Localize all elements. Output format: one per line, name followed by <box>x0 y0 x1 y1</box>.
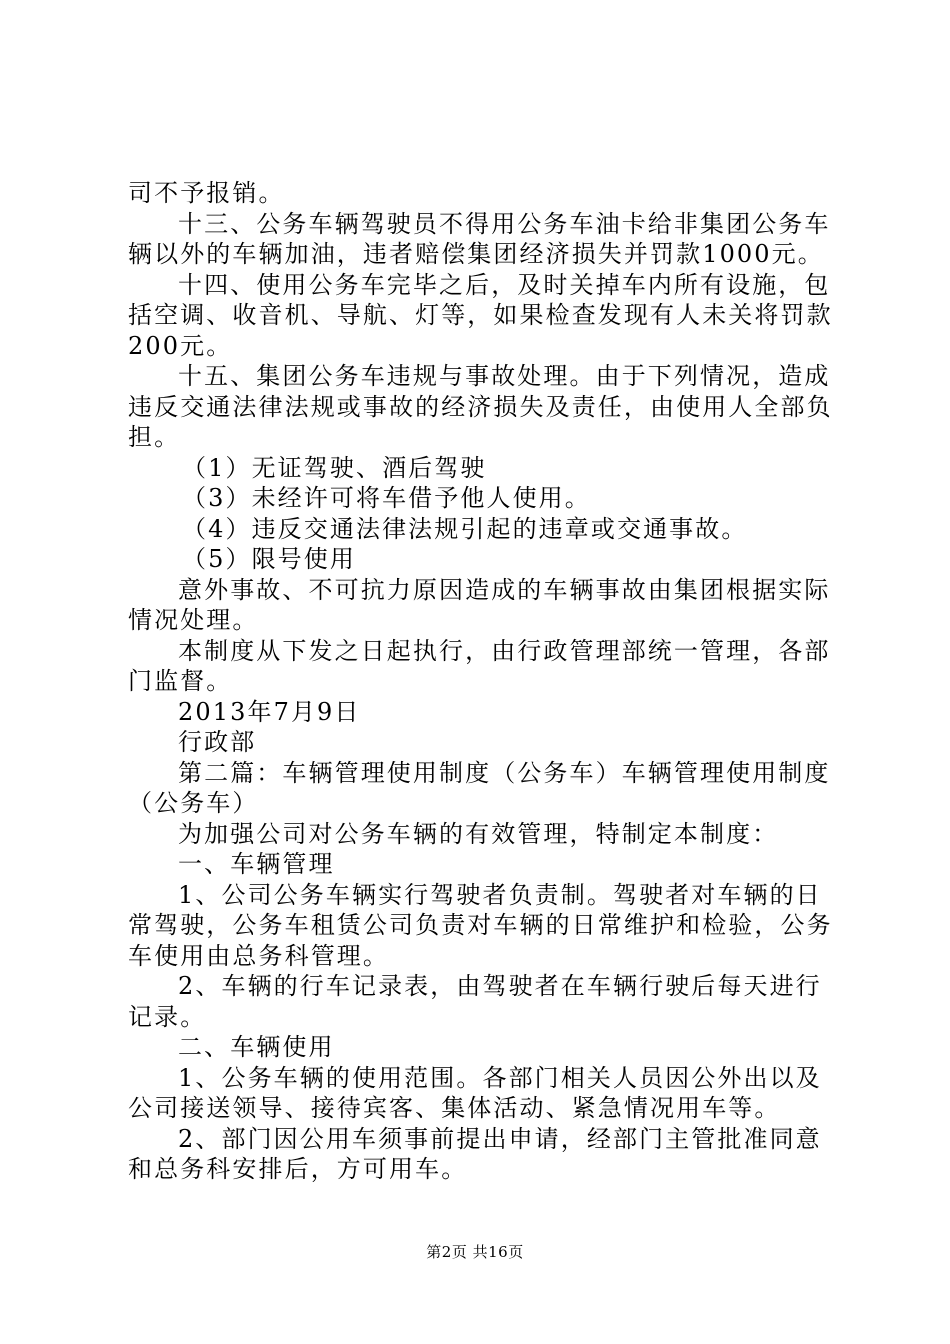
heading-vehicle-management: 一、车辆管理 <box>178 850 335 878</box>
list-item-3: （3）未经许可将车借予他人使用。 <box>182 484 591 512</box>
list-item-5: （5）限号使用 <box>182 545 356 573</box>
section-title-part-two: 第二篇：车辆管理使用制度（公务车）车辆管理使用制度（公务车） <box>128 758 831 817</box>
heading-vehicle-usage: 二、车辆使用 <box>178 1033 335 1061</box>
paragraph-management-1: 1、公司公务车辆实行驾驶者负责制。驾驶者对车辆的日常驾驶，公务车租赁公司负责对车辆的日常维护和检验，公务车使用由总务科管理。 <box>128 880 833 970</box>
paragraph-continuation: 司不予报销。 <box>128 179 285 207</box>
paragraph-item-13: 十三、公务车辆驾驶员不得用公务车油卡给非集团公务车辆以外的车辆加油，违者赔偿集团经济损失并罚款1000元。 <box>128 209 831 268</box>
paragraph-usage-2: 2、部门因公用车须事前提出申请，经部门主管批准同意和总务科安排后，方可用车。 <box>128 1124 822 1183</box>
paragraph-usage-1: 1、公务车辆的使用范围。各部门相关人员因公外出以及公司接送领导、接待宾客、集体活动、紧急情况用车等。 <box>128 1063 822 1122</box>
document-date: 2013年7月9日 <box>178 697 361 726</box>
paragraph-accident: 意外事故、不可抗力原因造成的车辆事故由集团根据实际情况处理。 <box>128 575 831 634</box>
paragraph-item-15: 十五、集团公务车违规与事故处理。由于下列情况，造成违反交通法律法规或事故的经济损失及责任，由使用人全部负担。 <box>128 362 833 451</box>
paragraph-effective: 本制度从下发之日起执行，由行政管理部统一管理，各部门监督。 <box>128 636 831 695</box>
paragraph-item-14: 十四、使用公务车完毕之后，及时关掉车内所有设施，包括空调、收音机、导航、灯等，如果检查发现有人未关将罚款200元。 <box>128 270 833 360</box>
paragraph-management-2: 2、车辆的行车记录表，由驾驶者在车辆行驶后每天进行记录。 <box>128 972 822 1031</box>
document-body <box>128 178 834 1185</box>
list-item-4: （4）违反交通法律法规引起的违章或交通事故。 <box>182 514 748 543</box>
page-footer: 第2页 共16页 <box>426 1243 524 1261</box>
document-department: 行政部 <box>178 728 257 756</box>
list-item-1: （1）无证驾驶、酒后驾驶 <box>182 453 487 482</box>
paragraph-intro: 为加强公司对公务车辆的有效管理，特制定本制度： <box>178 819 779 848</box>
